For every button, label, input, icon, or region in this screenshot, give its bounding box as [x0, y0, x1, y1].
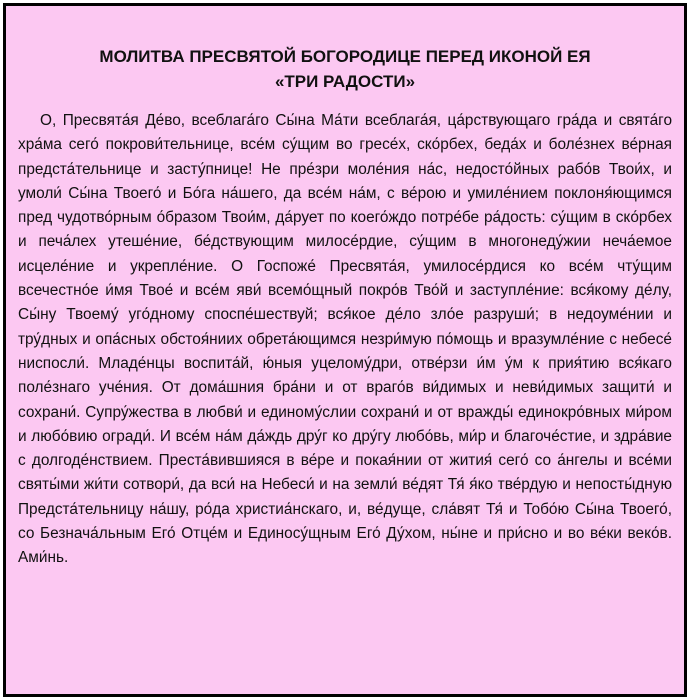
prayer-text: О, Пресвята́я Де́во, всеблага́го Сы́на Ма́ти всеблага́я, ца́рствующаго гра́да и свята́го хра́ма сего́ покрови́тельнице, все́м су́щим во гресе́х, ско́рбех, беда́х и боле́знех ве́рная предста́тельнице и засту́пнице! Не пре́зри моле́ния на́с, недосто́йных рабо́в Твои́х, и умоли́ Сы́на Твоего́ и Бо́га на́шего, да все́м на́м, с ве́рою и умиле́нием поклоня́ющимся пред чудотво́рным о́бразом Твои́м, да́рует по коего́ждо потре́бе ра́дость: су́щим в ско́рбех и печа́лех утеше́ние, бе́дствующим милосе́рдие, су́щим в многонеду́жии неча́емое исцеле́ние и укрепле́ние. О Госпоже́ Пресвята́я, умилосе́рдися ко все́м чту́щим всечестно́е и́мя Твое́ и все́м яви́ всемо́щный покро́в Тво́й и заступле́ние: вся́кому де́лу, Сы́ну Твоему́ уго́дному споспе́шествуй; вся́кое де́ло зло́е разруши́; в недоуме́нии и тру́дных и опа́сных обстоя́ниих обрета́ющимся незри́мую по́мощь и вразумле́ние с небесе́ ниспосли́. Младе́нцы воспита́й, ю́ныя уцелому́дри, отве́рзи и́м у́м к прия́тию вся́каго поле́знаго уче́ния. От дома́шния бра́ни и от враго́в ви́димых и неви́димых защити́ и сохрани́. Супру́жества в любви́ и единому́слии сохрани́ и от вражды́ единокро́вных ми́ром и любо́вию огради́. И все́м на́м да́ждь дру́г ко дру́гу любо́вь, ми́р и благоче́стие, и здра́вие с долгоде́нствием. Преста́вившияся в ве́ре и покая́нии от жития́ сего́ со а́нгелы и все́ми святы́ми жи́ти сотвори́, да вси́ на Небеси́ и на земли́ ве́дят Тя́ я́ко тве́рдую и непосты́дную Предста́тельницу на́шу, ро́да христиа́нскаго, и, ве́дуще, сла́вят Тя́ и Тобо́ю Сы́на Твоего́, со Безнача́льным Его́ Отце́м и Единосу́щным Его́ Ду́хом, ны́не и при́сно и во ве́ки веко́в. Ами́нь. [18, 112, 672, 567]
prayer-title-line-2: «ТРИ РАДОСТИ» [274, 72, 416, 91]
prayer-card [3, 3, 687, 697]
prayer-title-line-1: МОЛИТВА ПРЕСВЯТОЙ БОГОРОДИЦЕ ПЕРЕД ИКОНОЙ ЕЯ [99, 47, 591, 66]
prayer-title [6, 44, 684, 94]
